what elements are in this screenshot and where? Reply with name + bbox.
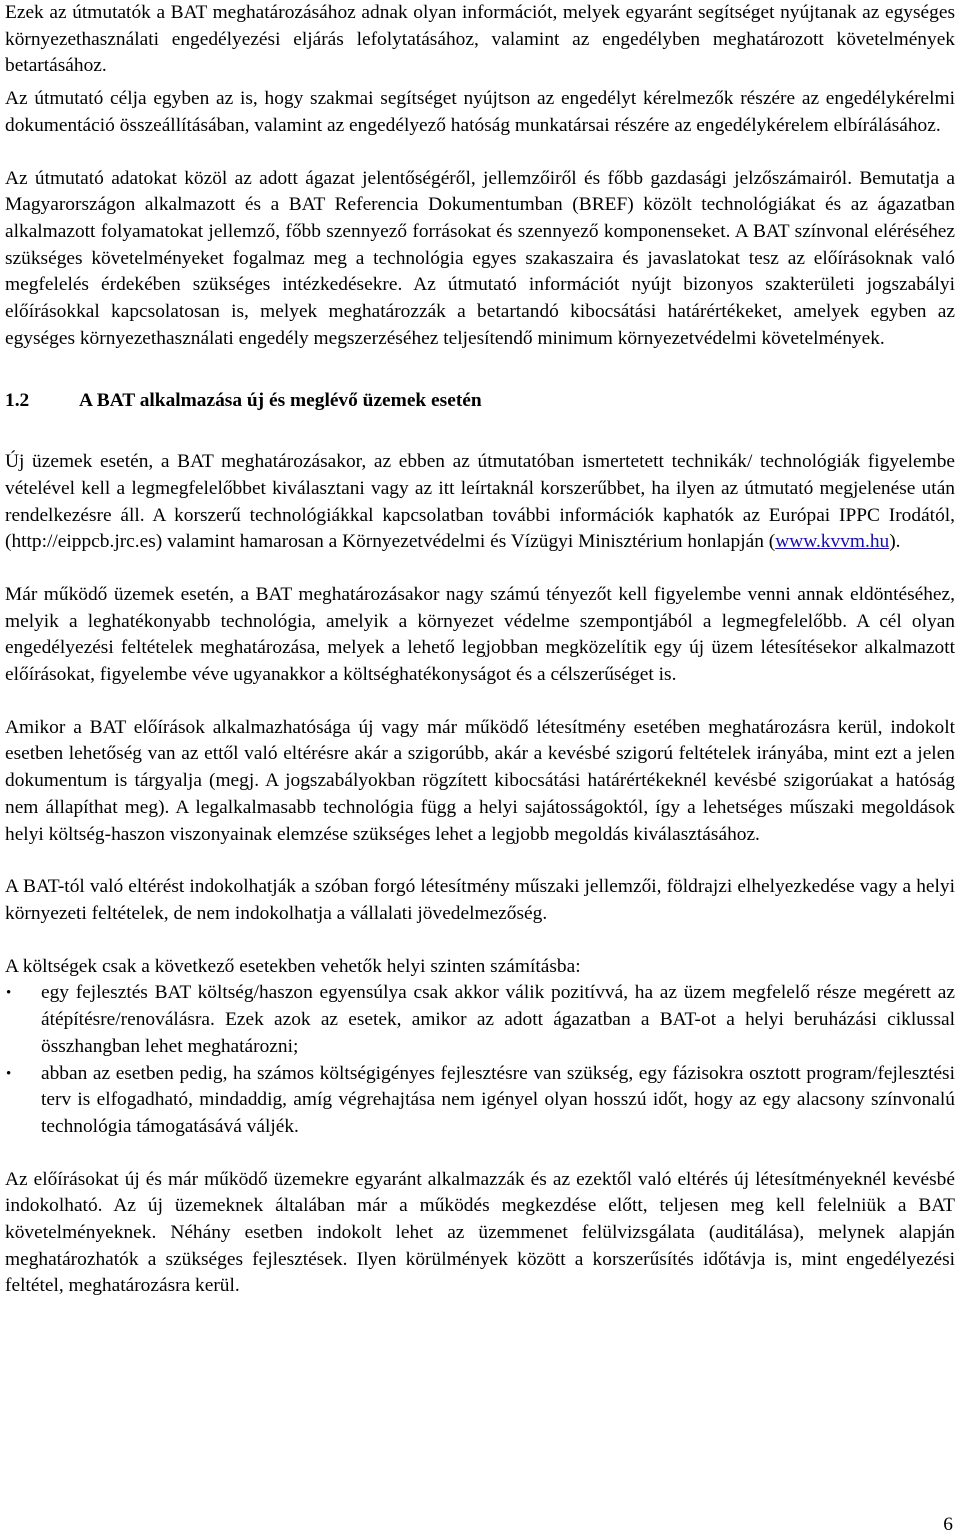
- section-title: A BAT alkalmazása új és meglévő üzemek esetén: [79, 390, 482, 412]
- kvvm-link[interactable]: www.kvvm.hu: [775, 531, 890, 553]
- cost-cases-list: [5, 980, 955, 1140]
- list-item: [5, 1061, 955, 1141]
- paragraph-justification: A BAT-tól való eltérést indokolhatják a szóban forgó létesítmény műszaki jellemzői, földrajzi elhelyezkedése vagy a helyi környezeti feltételek, de nem indokolhatja a vállalati jövedelmezőség.: [5, 876, 955, 924]
- section-number: 1.2: [5, 390, 30, 412]
- paragraph-intro: Ezek az útmutatók a BAT meghatározásához adnak olyan információt, melyek egyaránt segítséget nyújtanak az egységes környezethasználati engedélyezési eljárás lefolytatásához, valamint az engedélyben meghatározott követelmények betartásához.: [5, 2, 955, 77]
- paragraph-application: Az előírásokat új és már működő üzemekre egyaránt alkalmazzák és az ezektől való eltérés új létesítményeknél kevésbé indokolható. Az új üzemeknek általában már a működés megkezdése előtt, teljesen meg kell felelniük a BAT követelményeknek. Néhány esetben indokolt lehet az üzemmenet felülvizsgálata (auditálása), melynek alapján meghatározhatók a szükséges fejlesztések. Ilyen körülmények között a korszerűsítés időtávja is, mint engedélyezési feltétel, meghatározásra kerül.: [5, 1168, 955, 1297]
- list-item-text: abban az esetben pedig, ha számos költségigényes fejlesztésre van szükség, egy fázisokra osztott program/fejlesztési terv is elfogadható, mindaddig, amíg végrehajtása nem igényel olyan hosszú időt, hogy az egy alacsony színvonalú technológia támogatásává váljék.: [41, 1062, 955, 1137]
- list-item: [5, 980, 955, 1060]
- paragraph-costs-intro: A költségek csak a következő esetekben vehetők helyi szinten számításba:: [5, 955, 581, 977]
- bullet-icon: •: [6, 1065, 12, 1082]
- page-number: 6: [943, 1514, 953, 1535]
- section-heading: [5, 388, 955, 415]
- list-item-text: egy fejlesztés BAT költség/haszon egyensúlya csak akkor válik pozitívvá, ha az üzem megfelelő része megérett az átépítésre/renoválásra. Ezek azok az esetek, amikor az adott ágazatban a BAT-ot a helyi beruházási ciklussal összhangban lehet meghatározni;: [41, 982, 955, 1057]
- paragraph-content: Az útmutató adatokat közöl az adott ágazat jelentőségéről, jellemzőiről és főbb gazdasági jelzőszámairól. Bemutatja a Magyarországon alkalmazott és a BAT Referencia Dokumentumban (BREF) közölt technológiákat és az ágazatban alkalmazott folyamatokat jellemző, főbb szennyező forrásokat és szennyező komponenseket. A BAT színvonal eléréséhez szükséges követelményeket fogalmaz meg a technológia egyes szakaszaira és javaslatokat tesz az előírásoknak való megfelelés érdekében szükséges intézkedésekre. Az útmutató információt nyújt bizonyos szakterületi jogszabályi előírásokkal kapcsolatosan is, melyek meghatározzák a betartandó kibocsátási határértékeket, amelyek egyben az egységes környezethasználati engedély megszerzéséhez teljesítendő minimum környezetvédelmi követelmények.: [5, 167, 955, 349]
- document-page: [5, 0, 955, 1300]
- bullet-icon: •: [6, 985, 12, 1002]
- paragraph-deviation: Amikor a BAT előírások alkalmazhatósága új vagy már működő létesítmény esetében meghatározásra kerül, indokolt esetben lehetőség van az ettől való eltérésre akár a szigorúbb, akár a kevésbé szigorú feltételek irányába, mint ezt a jelen dokumentum is tárgyalja (megj. A jogszabályokban rögzített kibocsátási határértékeknél kevésbé szigorúakat a hatóság nem állapíthat meg). A legalkalmasabb technológia függ a helyi sajátosságoktól, így a lehetséges műszaki megoldások helyi költség-haszon viszonyainak elemzése szükséges lehet a legjobb megoldás kiválasztásához.: [5, 716, 955, 845]
- paragraph-new-plants: [5, 449, 955, 556]
- paragraph-existing-plants: Már működő üzemek esetén, a BAT meghatározásakor nagy számú tényezőt kell figyelembe venni annak eldöntéséhez, melyik a leghatékonyabb technológia, amelyik a környezet védelme szempontjából a legmegfelelőbb. A cél olyan engedélyezési feltételek meghatározása, melyek a lehető legjobban megközelítik egy új üzem létesítésekor alkalmazott előírásokat, figyelembe véve ugyanakkor a költséghatékonyságot és a célszerűséget is.: [5, 583, 955, 686]
- paragraph-new-plants-text: Új üzemek esetén, a BAT meghatározásakor, az ebben az útmutatóban ismertetett technikák/ technológiák figyelembe vételével kell a legmegfelelőbbet kiválasztani vagy az itt leírtaknál korszerűbbet, ha ilyen az útmutató megjelenése után rendelkezésre áll. A korszerű technológiákkal kapcsolatban további információk kaphatók az Európai IPPC Irodától, (http://eippcb.jrc.es) valamint hamarosan a Környezetvédelmi és Vízügyi Minisztérium honlapján (: [5, 451, 955, 553]
- paragraph-new-plants-end: ).: [889, 531, 901, 553]
- paragraph-purpose: Az útmutató célja egyben az is, hogy szakmai segítséget nyújtson az engedélyt kérelmezők részére az engedélykérelmi dokumentáció összeállításában, valamint az engedélyező hatóság munkatársai részére az engedélykérelem elbírálásához.: [5, 88, 955, 136]
